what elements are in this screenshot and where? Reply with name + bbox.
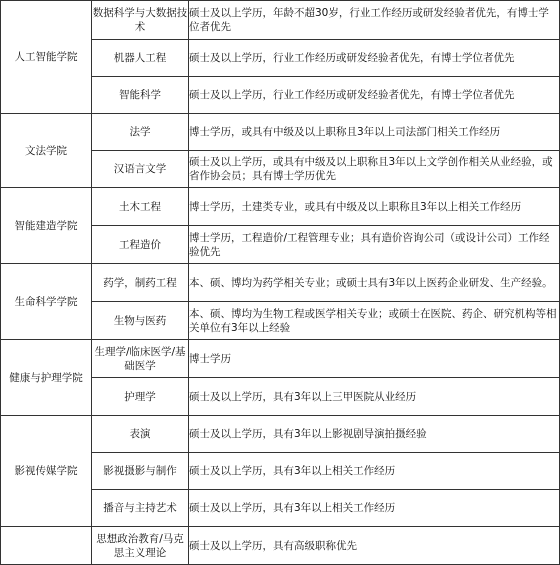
major-name: 生理学/临床医学/基础医学	[92, 340, 189, 378]
major-name: 药学，制药工程	[92, 264, 189, 302]
college-name: 人工智能学院	[1, 1, 92, 114]
requirement-text: 硕士及以上学历，具有3年以上相关工作经历	[189, 490, 560, 527]
college-name: 文法学院	[1, 114, 92, 188]
requirement-text: 硕士及以上学历，具有3年以上相关工作经历	[189, 453, 560, 490]
requirement-text: 硕士及以上学历，具有高级职称优先	[189, 527, 560, 565]
major-name: 播音与主持艺术	[92, 490, 189, 527]
requirement-text: 硕士及以上学历，具有3年以上影视剧导演拍摄经验	[189, 416, 560, 453]
table-row	[1, 340, 560, 378]
major-name: 思想政治教育/马克思主义理论	[92, 527, 189, 565]
requirement-text: 硕士及以上学历，年龄不超30岁，行业工作经历或研发经验者优先，有博士学位者优先	[189, 1, 560, 40]
major-name: 护理学	[92, 378, 189, 416]
requirement-text: 本、硕、博均为生物工程或医学相关专业；或硕士在医院、药企、研究机构等相关单位有3年以上经验	[189, 302, 560, 340]
major-name: 土木工程	[92, 188, 189, 226]
college-name: 生命科学学院	[1, 264, 92, 340]
major-name: 机器人工程	[92, 40, 189, 77]
college-name: 健康与护理学院	[1, 340, 92, 416]
table-row	[1, 264, 560, 302]
major-name: 法学	[92, 114, 189, 151]
major-name: 工程造价	[92, 226, 189, 264]
major-name: 影视摄影与制作	[92, 453, 189, 490]
college-name	[1, 527, 92, 565]
requirement-text: 博士学历，工程造价/工程管理专业；具有造价咨询公司（或设计公司）工作经验优先	[189, 226, 560, 264]
requirement-text: 硕士及以上学历，行业工作经历或研发经验者优先，有博士学位者优先	[189, 40, 560, 77]
table-row	[1, 527, 560, 565]
college-name: 智能建造学院	[1, 188, 92, 264]
major-name: 智能科学	[92, 77, 189, 114]
requirement-text: 博士学历	[189, 340, 560, 378]
college-name: 影视传媒学院	[1, 416, 92, 527]
requirement-text: 硕士及以上学历，行业工作经历或研发经验者优先，有博士学位者优先	[189, 77, 560, 114]
major-name: 生物与医药	[92, 302, 189, 340]
major-name: 汉语言文学	[92, 151, 189, 188]
table-row	[1, 416, 560, 453]
major-name: 数据科学与大数据技术	[92, 1, 189, 40]
major-name: 表演	[92, 416, 189, 453]
table-row	[1, 1, 560, 40]
requirement-text: 硕士及以上学历，具有3年以上三甲医院从业经历	[189, 378, 560, 416]
requirement-text: 本、硕、博均为药学相关专业；或硕士具有3年以上医药企业研发、生产经验。	[189, 264, 560, 302]
requirement-text: 博士学历，土建类专业，或具有中级及以上职称且3年以上相关工作经历	[189, 188, 560, 226]
requirement-text: 博士学历，或具有中级及以上职称且3年以上司法部门相关工作经历	[189, 114, 560, 151]
table-row	[1, 188, 560, 226]
requirement-text: 硕士及以上学历，或具有中级及以上职称且3年以上文学创作相关从业经验，或省作协会员；具有博士学历优先	[189, 151, 560, 188]
table-row	[1, 114, 560, 151]
